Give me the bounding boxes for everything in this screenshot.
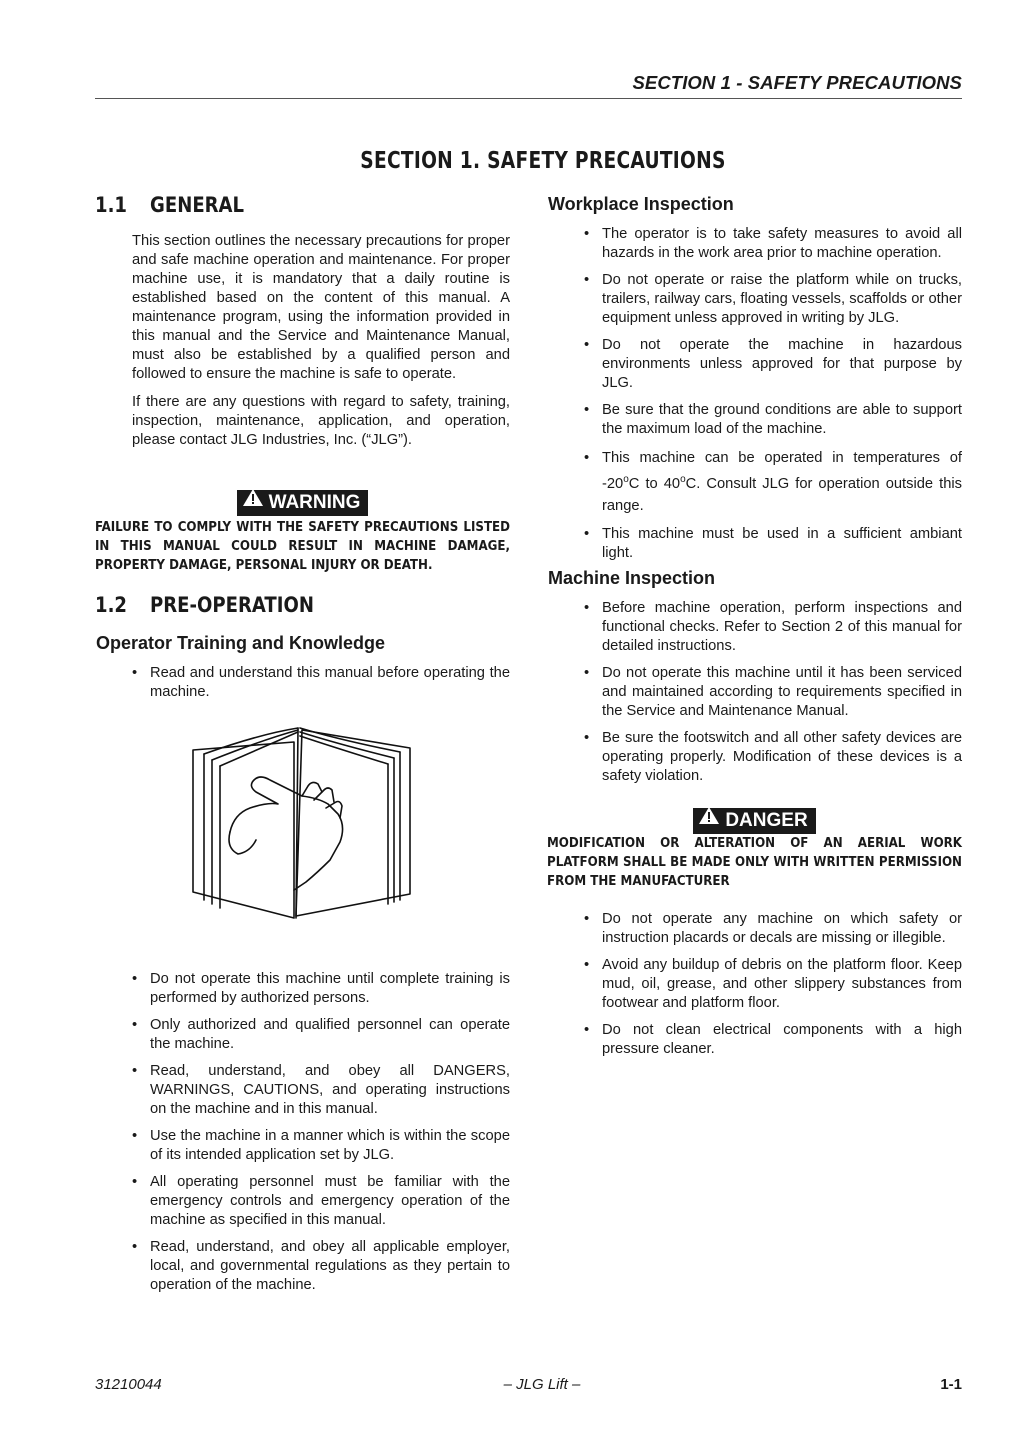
list-item: • Do not operate this machine until complete training is performed by authorized persons. xyxy=(132,970,510,1008)
list-item: • Do not operate or raise the platform while on trucks, trailers, railway cars, floating vessels, scaffolds or other equipment unless approved in writing by JLG. xyxy=(584,271,962,328)
subheading-operator-training: Operator Training and Knowledge xyxy=(96,633,386,653)
heading-general-number: 1.1 xyxy=(95,193,127,217)
danger-badge-wrap xyxy=(547,808,962,834)
list-item: • Read, understand, and obey all DANGERS, WARNINGS, CAUTIONS, and operating instructions on the machine and in this manual. xyxy=(132,1062,510,1119)
danger-label: DANGER xyxy=(725,810,808,831)
heading-general xyxy=(95,193,244,217)
list-item: • Do not operate this machine until it has been serviced and maintained according to requirements specified in the Service and Maintenance Manual. xyxy=(584,664,962,721)
warning-label: WARNING xyxy=(268,492,361,513)
after-danger-bullets xyxy=(584,910,962,1067)
list-item: • Do not operate the machine in hazardous environments unless approved for that purpose by JLG. xyxy=(584,336,962,393)
open-manual-illustration xyxy=(190,722,420,922)
list-item: • Use the machine in a manner which is within the scope of its intended application set by JLG. xyxy=(132,1127,510,1165)
list-item-temperature: • This machine can be operated in temperatures of -20$^o$C to 40$^o$C. Consult JLG for operation outside this range. xyxy=(584,447,962,517)
list-item: • Be sure that the ground conditions are able to support the maximum load of the machine. xyxy=(584,401,962,439)
list-item: • Before machine operation, perform inspections and functional checks. Refer to Section 2 of this manual for detailed instructions. xyxy=(584,599,962,656)
list-item: • Avoid any buildup of debris on the platform floor. Keep mud, oil, grease, and other slippery substances from footwear and platform floor. xyxy=(584,956,962,1013)
heading-pre-operation-title: PRE-OPERATION xyxy=(150,593,314,617)
list-item: • Read and understand this manual before operating the machine. xyxy=(132,664,510,702)
subheading-machine-inspection: Machine Inspection xyxy=(548,568,716,588)
warning-badge-wrap xyxy=(95,490,510,516)
heading-pre-operation-number: 1.2 xyxy=(95,593,127,617)
book-hand-icon xyxy=(190,722,420,922)
subheading-workplace-inspection: Workplace Inspection xyxy=(548,194,734,214)
workplace-bullets xyxy=(584,225,962,571)
running-header: SECTION 1 - SAFETY PRECAUTIONS xyxy=(632,72,962,93)
heading-pre-operation xyxy=(95,593,314,617)
footer-document-number: 31210044 xyxy=(95,1376,162,1393)
list-item: • Do not clean electrical components with a high pressure cleaner. xyxy=(584,1021,962,1059)
footer-brand: – JLG Lift – xyxy=(503,1376,581,1393)
list-item: • Be sure the footswitch and all other safety devices are operating properly. Modification of these devices is a safety violation. xyxy=(584,729,962,786)
danger-triangle-icon xyxy=(699,807,719,831)
heading-general-title: GENERAL xyxy=(150,193,245,217)
general-paragraph: If there are any questions with regard to safety, training, inspection, maintenance, application, and operation, please contact JLG Industries, Inc. (“JLG”). xyxy=(132,394,510,448)
header-rule xyxy=(95,98,962,99)
general-body xyxy=(132,232,510,459)
machine-bullets xyxy=(584,599,962,794)
warning-badge xyxy=(237,490,369,516)
operator-bullets-bottom xyxy=(132,970,510,1303)
warning-text: FAILURE TO COMPLY WITH THE SAFETY PRECAUTIONS LISTED IN THIS MANUAL COULD RESULT IN MACHINE DAMAGE, PROPERTY DAMAGE, PERSONAL INJURY OR DEATH. xyxy=(95,520,510,573)
section-title: SECTION 1. SAFETY PRECAUTIONS xyxy=(360,148,726,174)
list-item: • Only authorized and qualified personnel can operate the machine. xyxy=(132,1016,510,1054)
general-paragraph: This section outlines the necessary precautions for proper and safe machine operation and maintenance. For proper machine use, it is mandatory that a daily routine is established based on the content of this manual. A maintenance program, using the information provided in this manual and the Service and Maintenance Manual, must also be established by a qualified person and followed to ensure the machine is safe to operate. xyxy=(132,233,510,382)
list-item: • Read, understand, and obey all applicable employer, local, and governmental regulations as they pertain to operation of the machine. xyxy=(132,1238,510,1295)
list-item: • This machine must be used in a sufficient ambiant light. xyxy=(584,525,962,563)
list-item: • All operating personnel must be familiar with the emergency controls and emergency operation of the machine as specified in this manual. xyxy=(132,1173,510,1230)
list-item: • The operator is to take safety measures to avoid all hazards in the work area prior to machine operation. xyxy=(584,225,962,263)
danger-text: MODIFICATION OR ALTERATION OF AN AERIAL WORK PLATFORM SHALL BE MADE ONLY WITH WRITTEN PERMISSION FROM THE MANUFACTURER xyxy=(547,836,962,889)
danger-badge xyxy=(693,808,815,834)
footer-page-number: 1-1 xyxy=(940,1376,962,1393)
list-item: • Do not operate any machine on which safety or instruction placards or decals are missing or illegible. xyxy=(584,910,962,948)
warning-triangle-icon xyxy=(243,489,263,513)
operator-bullets-top xyxy=(132,664,510,710)
